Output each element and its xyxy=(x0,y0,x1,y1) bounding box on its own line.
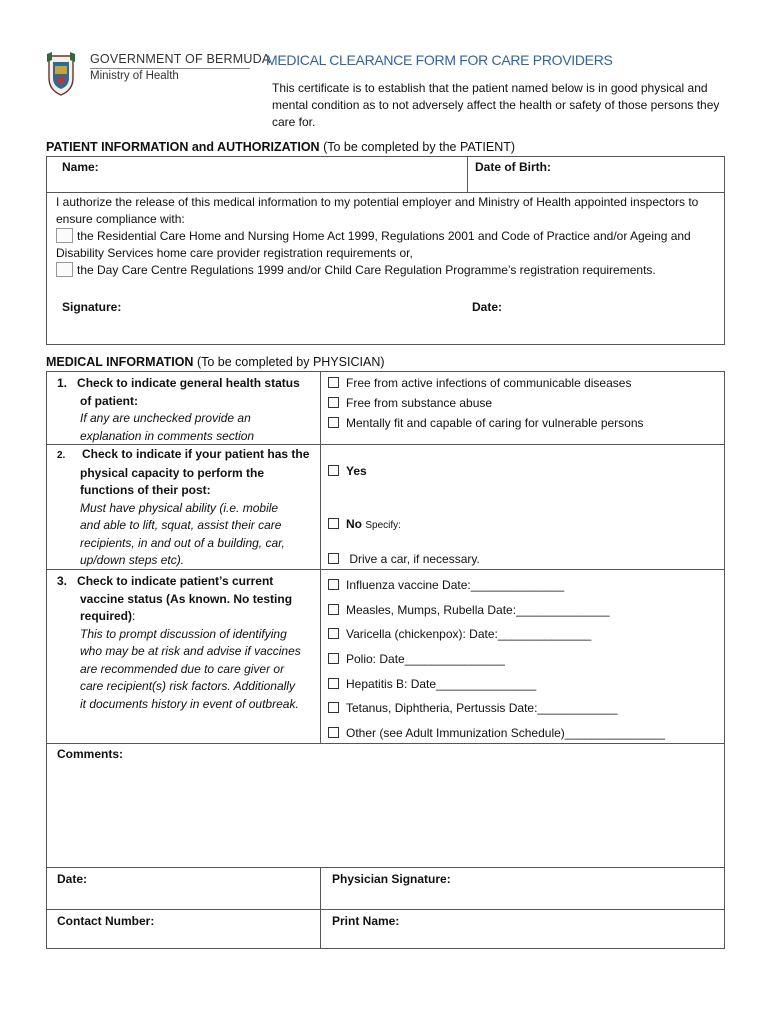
q2-option-no[interactable]: No Specify: xyxy=(328,517,401,531)
q3-divider xyxy=(46,743,725,744)
ministry-name: Ministry of Health xyxy=(90,70,179,82)
bermuda-crest-logo xyxy=(46,52,76,98)
mmr-checkbox[interactable] xyxy=(328,604,339,615)
patient-date-label[interactable]: Date: xyxy=(472,300,503,314)
option-day-care[interactable]: the Day Care Centre Regulations 1999 and/or Child Care Regulation Programme’s registration requirements. xyxy=(56,262,656,279)
comments-label[interactable]: Comments: xyxy=(57,747,124,761)
q1-option-infections[interactable]: Free from active infections of communicable diseases xyxy=(328,376,631,390)
medical-section-heading: MEDICAL INFORMATION (To be completed by PHYSICIAN) xyxy=(46,355,385,369)
q1-option-mentally-fit[interactable]: Mentally fit and capable of caring for vulnerable persons xyxy=(328,416,644,430)
name-dob-divider xyxy=(467,156,468,192)
polio-checkbox[interactable] xyxy=(328,653,339,664)
q2-option-drive[interactable]: Drive a car, if necessary. xyxy=(328,552,480,566)
date-row-divider xyxy=(46,909,725,910)
physician-date-label[interactable]: Date: xyxy=(57,872,88,886)
q3-option-other[interactable]: Other (see Adult Immunization Schedule)_______________ xyxy=(328,726,665,740)
residential-care-checkbox[interactable] xyxy=(56,228,73,243)
name-label[interactable]: Name: xyxy=(62,160,99,174)
other-vaccine-checkbox[interactable] xyxy=(328,727,339,738)
influenza-checkbox[interactable] xyxy=(328,579,339,590)
signature-label[interactable]: Signature: xyxy=(62,300,122,314)
no-checkbox[interactable] xyxy=(328,518,339,529)
day-care-checkbox[interactable] xyxy=(56,262,73,277)
hepatitis-b-checkbox[interactable] xyxy=(328,678,339,689)
option-residential-care[interactable]: the Residential Care Home and Nursing Home Act 1999, Regulations 2001 and Code of Practice and/or Ageing and xyxy=(56,228,726,245)
question-column-divider xyxy=(320,371,321,743)
comments-divider xyxy=(46,867,725,868)
q3-option-hepatitis-b[interactable]: Hepatitis B: Date_______________ xyxy=(328,677,536,691)
form-title: MEDICAL CLEARANCE FORM FOR CARE PROVIDERS xyxy=(266,52,613,68)
signature-column-divider xyxy=(320,867,321,949)
infections-checkbox[interactable] xyxy=(328,377,339,388)
intro-text: This certificate is to establish that the patient named below is in good physical and mental condition as to not adversely affect the health or safety of those persons they care for. xyxy=(272,81,720,129)
q3-vaccine-status: 3. Check to indicate patient’s current vaccine status (As known. No testing required): This to prompt discussion of identifying who may be at risk and advise if vaccines are recommended due to care giver or care recipient(s) risk factors. Additionally it documents history in event of outbreak. xyxy=(57,574,301,711)
authorization-text: I authorize the release of this medical information to my potential employer and Ministry of Health appointed inspectors to ensure compliance with: xyxy=(56,195,699,226)
contact-number-label[interactable]: Contact Number: xyxy=(57,914,155,928)
dob-label[interactable]: Date of Birth: xyxy=(475,160,551,174)
header-divider xyxy=(90,68,250,69)
tetanus-checkbox[interactable] xyxy=(328,702,339,713)
yes-checkbox[interactable] xyxy=(328,465,339,476)
patient-row-divider xyxy=(46,192,725,193)
q3-option-varicella[interactable]: Varicella (chickenpox): Date:______________ xyxy=(328,627,591,641)
q1-general-health: 1. Check to indicate general health status of patient: If any are unchecked provide an explanation in comments section xyxy=(57,376,300,443)
q2-option-yes[interactable]: Yes xyxy=(328,464,367,478)
patient-section-heading: PATIENT INFORMATION and AUTHORIZATION (To be completed by the PATIENT) xyxy=(46,140,516,154)
mentally-fit-checkbox[interactable] xyxy=(328,417,339,428)
q1-option-substance[interactable]: Free from substance abuse xyxy=(328,396,492,410)
substance-checkbox[interactable] xyxy=(328,397,339,408)
q3-option-influenza[interactable]: Influenza vaccine Date:______________ xyxy=(328,578,564,592)
q3-option-tetanus[interactable]: Tetanus, Diphtheria, Pertussis Date:____________ xyxy=(328,701,618,715)
physician-signature-label[interactable]: Physician Signature: xyxy=(332,872,451,886)
varicella-checkbox[interactable] xyxy=(328,628,339,639)
option-residential-care-cont: Disability Services home care provider registration requirements or, xyxy=(56,246,413,260)
q3-option-mmr[interactable]: Measles, Mumps, Rubella Date:______________ xyxy=(328,603,610,617)
q2-physical-capacity: 2. Check to indicate if your patient has the physical capacity to perform the functions of their post: Must have physical ability (i.e. mobile and able to lift, squat, assist their care recipients, in and out of a building, car, up/down steps etc). xyxy=(57,447,310,567)
drive-checkbox[interactable] xyxy=(328,553,339,564)
government-name: GOVERNMENT OF BERMUDA xyxy=(90,52,271,66)
print-name-label[interactable]: Print Name: xyxy=(332,914,400,928)
q3-option-polio[interactable]: Polio: Date_______________ xyxy=(328,652,505,666)
